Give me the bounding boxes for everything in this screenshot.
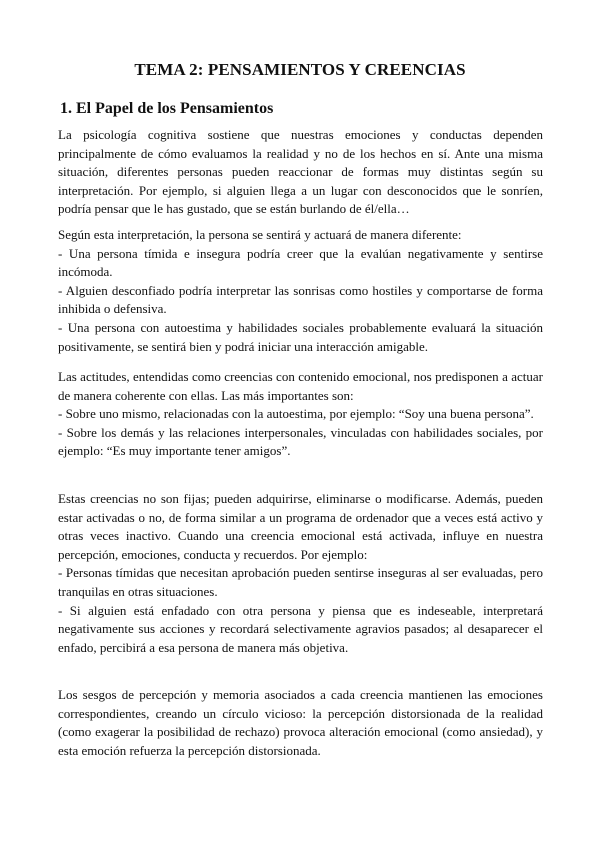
paragraph-attitudes <box>58 368 543 461</box>
list-item: - Si alguien está enfadado con otra persona y piensa que es indeseable, interpretará negativamente sus acciones y recordará selectivamente agravios pasados; al desaparecer el enfado, percibirá a esa persona de manera más objetiva. <box>58 602 543 655</box>
paragraph-cognitive-psychology <box>58 126 543 219</box>
list-item: - Personas tímidas que necesitan aprobación pueden sentirse inseguras al ser evaluadas, pero tranquilas en otras situaciones. <box>58 565 543 599</box>
paragraph-intro: Las actitudes, entendidas como creencias con contenido emocional, nos predisponen a actuar de manera coherente con ellas. Las más importantes son: <box>58 369 543 403</box>
paragraph-interpretation <box>58 226 543 356</box>
paragraph-text: Los sesgos de percepción y memoria asociados a cada creencia mantienen las emociones correspondientes, creando un círculo vicioso: la percepción distorsionada de la realidad (como exagerar la posibilidad de rechazo) provoca alteración emocional (como ansiedad), y esta emoción refuerza la percepción distorsionada. <box>58 687 543 758</box>
section-heading: 1. El Papel de los Pensamientos <box>60 100 274 117</box>
document-title: TEMA 2: PENSAMIENTOS Y CREENCIAS <box>134 60 466 79</box>
list-item: - Una persona tímida e insegura podría creer que la evalúan negativamente y sentirse incómoda. <box>58 245 543 280</box>
list-item: - Sobre los demás y las relaciones interpersonales, vinculadas con habilidades sociales, por ejemplo: “Es muy importante tener amigos”. <box>58 424 543 459</box>
list-item: - Alguien desconfiado podría interpretar las sonrisas como hostiles y comportarse de forma inhibida o defensiva. <box>58 282 543 317</box>
list-item: - Una persona con autoestima y habilidades sociales probablemente evaluará la situación positivamente, se sentirá bien y podrá iniciar una interacción amigable. <box>58 319 543 354</box>
paragraph-intro: Según esta interpretación, la persona se sentirá y actuará de manera diferente: <box>58 227 462 242</box>
paragraph-intro: Estas creencias no son fijas; pueden adquirirse, eliminarse o modificarse. Además, pueden estar activadas o no, de forma similar a un programa de ordenador que a veces está activo y otras veces inactivo. Cuando una creencia emocional está activada, influye en nuestra percepción, emociones, conducta y recuerdos. Por ejemplo: <box>58 491 543 562</box>
paragraph-text: La psicología cognitiva sostiene que nuestras emociones y conductas dependen principalmente de cómo evaluamos la realidad y no de los hechos en sí. Ante una misma situación, diferentes personas pueden reaccionar de formas muy distintas según su interpretación. Por ejemplo, si alguien llega a un lugar con desconocidos que le sonríen, podría pensar que le has gustado, que se están burlando de él/ella… <box>58 127 543 217</box>
paragraph-biases <box>58 686 543 760</box>
paragraph-beliefs <box>58 490 543 657</box>
list-item: - Sobre uno mismo, relacionadas con la autoestima, por ejemplo: “Soy una buena persona”. <box>58 406 534 422</box>
